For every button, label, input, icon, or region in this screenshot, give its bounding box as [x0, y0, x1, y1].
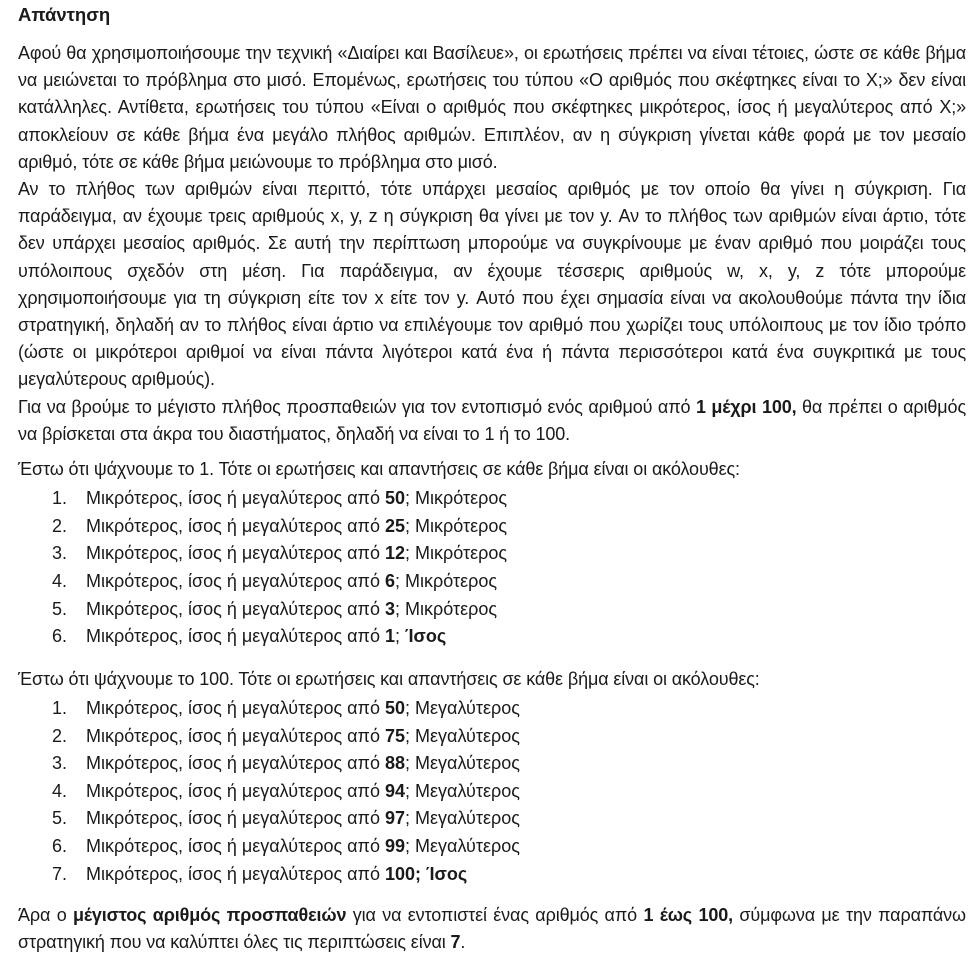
list-item	[18, 513, 966, 541]
list-item-text	[86, 778, 520, 806]
compare-value: 75	[384, 725, 405, 746]
list-item-number: 2.	[52, 515, 68, 536]
conclusion-bold-range: 1 έως 100,	[643, 905, 733, 926]
question-text: Μικρότερος, ίσος ή μεγαλύτερος από	[86, 543, 385, 564]
list-item	[18, 540, 966, 568]
separator: ;	[405, 515, 416, 536]
list-item	[18, 596, 966, 624]
question-text: Μικρότερος, ίσος ή μεγαλύτερος από	[86, 488, 385, 509]
question-text: Μικρότερος, ίσος ή μεγαλύτερος από	[86, 626, 385, 647]
list-item-number: 1.	[52, 488, 68, 509]
list-item	[18, 485, 966, 513]
paragraph-search-hundred: Έστω ότι ψάχνουμε το 100. Τότε οι ερωτήσεις και απαντήσεις σε κάθε βήμα είναι οι ακόλουθες:	[18, 668, 760, 689]
separator: ;	[394, 598, 405, 619]
separator: ;	[405, 725, 416, 746]
question-text: Μικρότερος, ίσος ή μεγαλύτερος από	[86, 725, 385, 746]
answer-text: Μεγαλύτερος	[415, 725, 520, 746]
paragraph-conclusion	[18, 902, 966, 956]
answer-text: Μικρότερος	[415, 515, 508, 536]
question-text: Μικρότερος, ίσος ή μεγαλύτερος από	[86, 780, 385, 801]
separator: ;	[405, 698, 416, 719]
question-text: Μικρότερος, ίσος ή μεγαλύτερος από	[86, 753, 385, 774]
question-text: Μικρότερος, ίσος ή μεγαλύτερος από	[86, 863, 385, 884]
paragraph-text: Άρα ο	[18, 905, 73, 926]
separator: ;	[405, 488, 416, 509]
list-item-text	[86, 485, 507, 513]
compare-value: 12	[384, 543, 405, 564]
compare-value: 100;	[384, 863, 421, 884]
compare-value: 94	[384, 780, 405, 801]
paragraph-text: θα πρέπει ο αριθμός να βρίσκεται στα άκρα του διαστήματος, δηλαδή να είναι το 1 ή το 100.	[18, 396, 967, 444]
separator: ;	[405, 753, 416, 774]
paragraph-max-attempts	[18, 394, 966, 448]
question-text: Μικρότερος, ίσος ή μεγαλύτερος από	[86, 598, 385, 619]
question-text: Μικρότερος, ίσος ή μεγαλύτερος από	[86, 698, 385, 719]
list-item-number: 2.	[52, 725, 68, 746]
compare-value: 6	[384, 571, 395, 592]
compare-value: 3	[384, 598, 395, 619]
list-item-text	[86, 861, 467, 889]
question-text: Μικρότερος, ίσος ή μεγαλύτερος από	[86, 515, 385, 536]
list-item	[18, 861, 966, 889]
question-text: Μικρότερος, ίσος ή μεγαλύτερος από	[86, 835, 385, 856]
list-item-number: 5.	[52, 808, 68, 829]
list-item-number: 5.	[52, 598, 68, 619]
list-item-text	[86, 750, 520, 778]
question-text: Μικρότερος, ίσος ή μεγαλύτερος από	[86, 808, 385, 829]
list-item-number: 3.	[52, 753, 68, 774]
list-item-text	[86, 833, 520, 861]
list-item	[18, 695, 966, 723]
answer-text: Ίσος	[426, 863, 468, 884]
list-item-text	[86, 723, 520, 751]
answer-text: Μικρότερος	[405, 598, 498, 619]
steps-list-search-one	[18, 485, 966, 651]
list-item	[18, 750, 966, 778]
answer-text: Μικρότερος	[415, 543, 508, 564]
list-item-text	[86, 596, 497, 624]
list-item-text	[86, 623, 446, 651]
list-item-number: 4.	[52, 780, 68, 801]
list-item-number: 6.	[52, 835, 68, 856]
compare-value: 99	[384, 835, 405, 856]
conclusion-bold-result: 7	[450, 932, 461, 953]
separator: ;	[405, 780, 416, 801]
separator: ;	[405, 543, 416, 564]
list-item	[18, 805, 966, 833]
list-item-number: 4.	[52, 571, 68, 592]
list-item	[18, 723, 966, 751]
list-item-text	[86, 695, 520, 723]
paragraph-text: σύμφωνα με την παραπάνω στρατηγική που να καλύπτει όλες τις περιπτώσεις είναι	[18, 905, 966, 953]
answer-text: Ίσος	[405, 626, 447, 647]
paragraph-text: για να εντοπιστεί ένας αριθμός από	[346, 905, 644, 926]
list-item-text	[86, 805, 520, 833]
compare-value: 1	[384, 626, 395, 647]
list-item	[18, 568, 966, 596]
conclusion-bold-phrase: μέγιστος αριθμός προσπαθειών	[72, 905, 347, 926]
steps-list-search-hundred	[18, 695, 966, 888]
range-bold: 1 μέχρι 100,	[695, 396, 797, 417]
answer-text: Μεγαλύτερος	[415, 835, 520, 856]
answer-text: Μικρότερος	[405, 571, 498, 592]
separator: ;	[405, 835, 416, 856]
list-item	[18, 623, 966, 651]
paragraph-search-one: Έστω ότι ψάχνουμε το 1. Τότε οι ερωτήσεις και απαντήσεις σε κάθε βήμα είναι οι ακόλουθες:	[18, 459, 740, 480]
answer-text: Μεγαλύτερος	[415, 808, 520, 829]
list-item-number: 1.	[52, 698, 68, 719]
list-item	[18, 833, 966, 861]
answer-heading: Απάντηση	[18, 4, 111, 25]
paragraph-divide-and-conquer: Αφού θα χρησιμοποιήσουμε την τεχνική «Διαίρει και Βασίλευε», οι ερωτήσεις πρέπει να είναι τέτοιες, ώστε σε κάθε βήμα να μειώνεται το πρόβλημα στο μισό. Επομένως, ερωτήσεις του τύπου «Ο αριθμός που σκέφτηκες είναι το X;» δεν είναι κατάλληλες. Αντίθετα, ερωτήσεις του τύπου «Είναι ο αριθμός που σκέφτηκες μικρότερος, ίσος ή μεγαλύτερος από X;» αποκλείουν σε κάθε βήμα ένα μεγάλο πλήθος αριθμών. Επιπλέον, αν η σύγκριση γίνεται κάθε φορά με τον μεσαίο αριθμό, τότε σε κάθε βήμα μειώνουμε το πρόβλημα στο μισό.	[18, 43, 966, 172]
question-text: Μικρότερος, ίσος ή μεγαλύτερος από	[86, 571, 385, 592]
paragraph-text: Για να βρούμε το μέγιστο πλήθος προσπαθειών για τον εντοπισμό ενός αριθμού από	[18, 396, 696, 417]
answer-text: Μικρότερος	[415, 488, 508, 509]
list-item-text	[86, 568, 497, 596]
separator: ;	[405, 808, 416, 829]
list-item-text	[86, 540, 507, 568]
list-item-text	[86, 513, 507, 541]
paragraph-odd-even-count: Αν το πλήθος των αριθμών είναι περιττό, τότε υπάρχει μεσαίος αριθμός με τον οποίο θα γίνει η σύγκριση. Για παράδειγμα, αν έχουμε τρεις αριθμούς x, y, z η σύγκριση θα γίνει με τον y. Αν το πλήθος των αριθμών είναι άρτιο, τότε δεν υπάρχει μεσαίος αριθμός. Σε αυτή την περίπτωση μπορούμε να συγκρίνουμε με έναν αριθμό που μοιράζει τους υπόλοιπους σχεδόν στη μέση. Για παράδειγμα, αν έχουμε τέσσερις αριθμούς w, x, y, z τότε μπορούμε χρησιμοποιήσουμε για τη σύγκριση είτε τον x είτε τον y. Αυτό που έχει σημασία είναι να ακολουθούμε πάντα την ίδια στρατηγική, δηλαδή αν το πλήθος είναι άρτιο να επιλέγουμε τον αριθμό που χωρίζει τους υπόλοιπους με τον ίδιο τρόπο (ώστε οι μικρότεροι αριθμοί να είναι πάντα λιγότεροι κατά ένα ή πάντα περισσότεροι κατά ένα συγκριτικά με τους μεγαλύτερους αριθμούς).	[18, 179, 966, 390]
compare-value: 97	[384, 808, 405, 829]
compare-value: 25	[384, 515, 405, 536]
separator: ;	[394, 571, 405, 592]
list-item-number: 3.	[52, 543, 68, 564]
answer-text: Μεγαλύτερος	[415, 780, 520, 801]
spacer	[18, 651, 966, 666]
answer-text: Μεγαλύτερος	[415, 698, 520, 719]
separator: ;	[394, 626, 405, 647]
paragraph-text: .	[460, 932, 466, 953]
compare-value: 88	[384, 753, 405, 774]
list-item-number: 7.	[52, 863, 68, 884]
list-item-number: 6.	[52, 626, 68, 647]
answer-text: Μεγαλύτερος	[415, 753, 520, 774]
compare-value: 50	[384, 488, 405, 509]
compare-value: 50	[384, 698, 405, 719]
list-item	[18, 778, 966, 806]
